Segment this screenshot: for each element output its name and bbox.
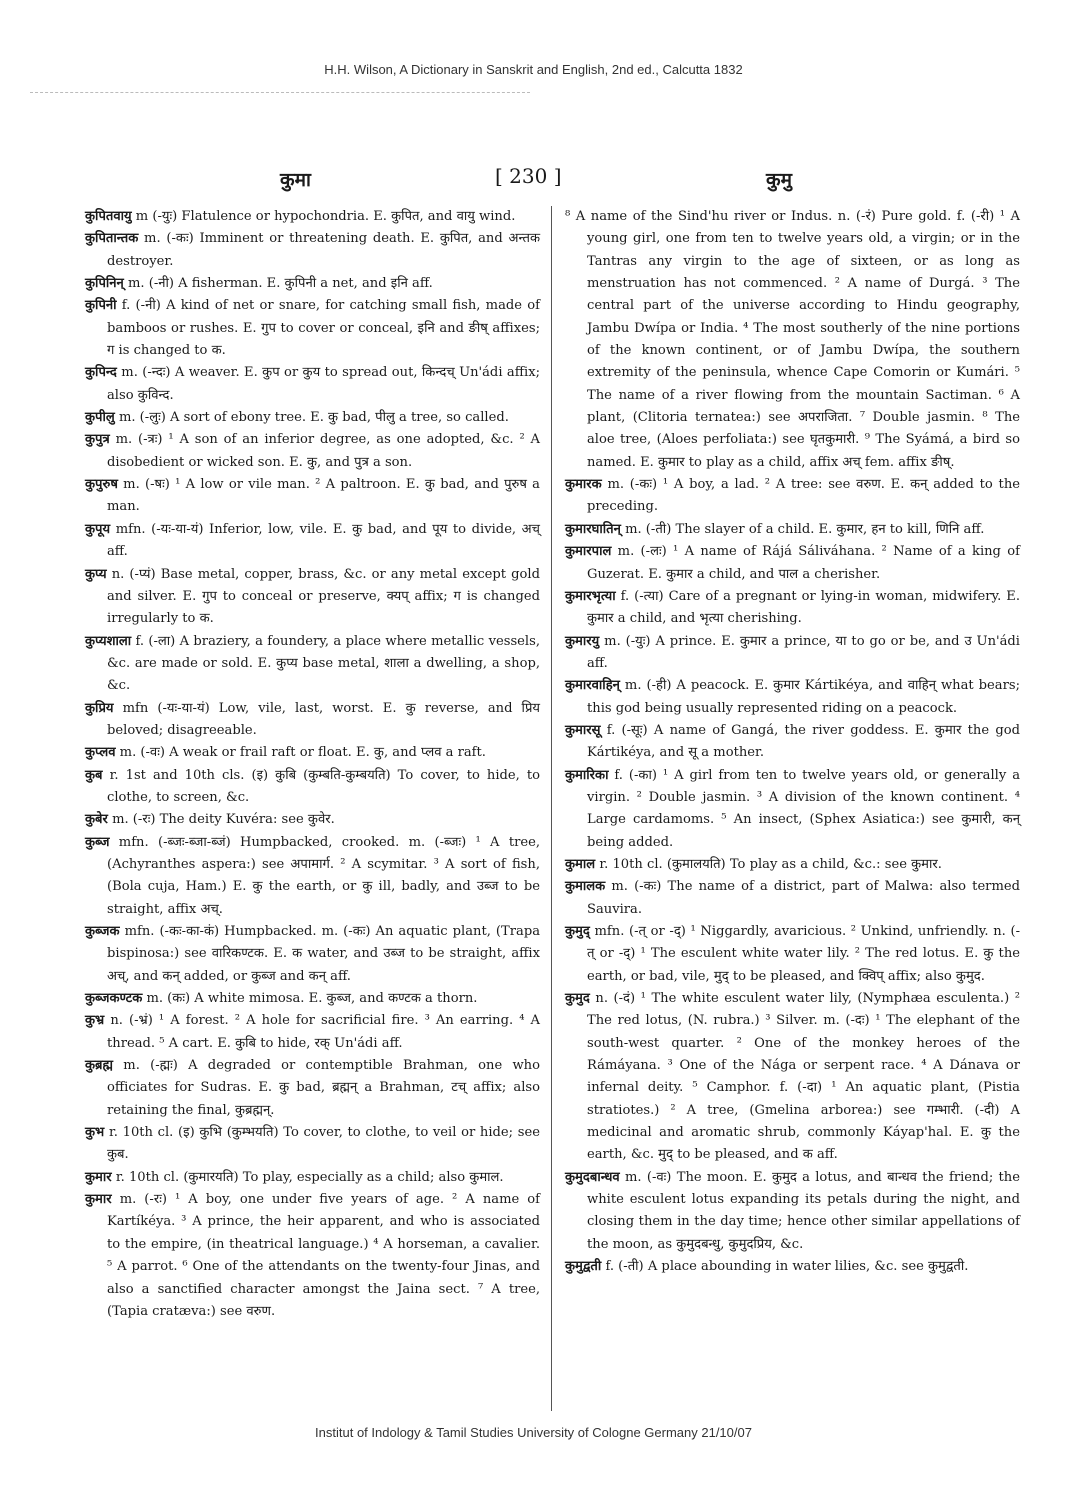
definition: m. (कः) A white mimosa. E. कुब्ज, and कण्टक a thorn. [146, 991, 478, 1007]
definition: ⁸ A name of the Sind'hu river or Indus. n. (-रं) Pure gold. f. (-री) ¹ A young girl, one from ten to twelve years old, a virgin; or in the Tantras any virgin to the age of sixteen, or as long as menstruation has not commenced. ² A name of Durgá. ³ The central part of the universe according to Hindu geography, Jambu Dwípa or India. ⁴ The most southerly of the nine portions of the known continent, or of Jambu Dwípa, the southern extremity of the peninsula, whence Cape Comorin or Kumári. ⁵ The name of a river flowing from the mountain Sactiman. ⁶ A plant, (Clitoria ternatea:) see अपराजिता. ⁷ Double jasmin. ⁸ The aloe tree, (Aloes perfoliata:) see घृतकुमारी. ⁹ The Syámá, a bird so named. E. कुमार to play as a child, affix अच् fem. affix ङीष्. [565, 209, 1020, 470]
dictionary-entry [85, 765, 540, 810]
dictionary-entry [85, 519, 540, 564]
dictionary-entry [565, 206, 1020, 474]
definition: m. (-वः) A weak or frail raft or float. E. कु, and प्लव a raft. [119, 745, 486, 761]
definition: mfn. (-कः-का-कं) Humpbacked. m. (-कः) An aquatic plant, (Trapa bispinosa:) see वारिकण्टक. E. क water, and उब्ज to be straight, affix अच्, and कन् added, or कुब्ज and कन् aff. [107, 924, 541, 984]
definition: m. (-त्रः) ¹ A son of an inferior degree, as one adopted, &c. ² A disobedient or wicked son. E. कु, and पुत्र a son. [107, 432, 540, 470]
definition: m. (-वः) The moon. E. कुमुद a lotus, and बान्धव the friend; the white esculent lotus expanding its petals during the night, and closing them in the day time; hence other similar appellations of the moon, as कुमुदबन्धु, कुमुदप्रिय, &c. [587, 1169, 1020, 1252]
headword: कुप्य [85, 566, 107, 582]
dictionary-entry [565, 1256, 1020, 1278]
headword: कुपिनी [85, 298, 117, 314]
headword: कुमारपाल [565, 544, 612, 560]
page-number: [ 230 ] [495, 164, 562, 188]
headword: कुपितवायु [85, 209, 132, 224]
dictionary-entry [85, 564, 540, 631]
headword: कुपिनिन् [85, 276, 124, 292]
headword: कुब [85, 767, 103, 783]
dictionary-entry [85, 1055, 540, 1122]
definition: f. (-त्या) Care of a pregnant or lying-in woman, midwifery. E. कुमार a child, and भृत्या cherishing. [587, 588, 1020, 627]
dictionary-entry [85, 1189, 540, 1323]
running-head [80, 160, 1010, 194]
definition: m. (-कः) ¹ A boy, a lad. ² A tree: see वरुण. E. कन् added to the preceding. [587, 477, 1020, 515]
dictionary-entry [565, 720, 1020, 765]
headword: कुप्रिय [85, 700, 114, 716]
headword: कुभ [85, 1125, 105, 1141]
definition: r. 10th cl. (कुमालयति) To play as a child, &c.: see कुमार. [599, 856, 942, 872]
dictionary-entry [565, 474, 1020, 519]
definition: m. (-रः) The deity Kuvéra: see कुवेर. [112, 812, 335, 828]
dictionary-entry [85, 832, 540, 921]
headword: कुपीलु [85, 410, 115, 426]
dictionary-entry [565, 1167, 1020, 1256]
definition: m. (-युः) A prince. E. कुमार a prince, या to go or be, and उ Un'ádi aff. [587, 633, 1020, 671]
definition: m. (-कः) Imminent or threatening death. E. कुपित, and अन्तक destroyer. [107, 231, 540, 269]
headword: कुमारयु [565, 633, 600, 649]
definition: m (-युः) Flatulence or hypochondria. E. कुपित, and वायु wind. [135, 209, 516, 224]
left-column [85, 206, 540, 1323]
source-title: H.H. Wilson, A Dictionary in Sanskrit and English, 2nd ed., Calcutta 1832 [324, 62, 743, 77]
headword: कुमारसू [565, 722, 601, 738]
dictionary-entry [85, 1122, 540, 1167]
definition: f. (-ला) A braziery, a foundery, a place where metallic vessels, &c. are made or sold. E. कुप्य base metal, शाला a dwelling, a shop, &c. [107, 633, 540, 694]
headword: कुमालक [565, 879, 606, 895]
headword: कुमारवाहिन् [565, 678, 620, 694]
dictionary-entry [85, 809, 540, 831]
headword: कुमारघातिन् [565, 521, 621, 537]
headword: कुमारभृत्या [565, 588, 616, 604]
dictionary-entry [565, 921, 1020, 988]
dictionary-entry [85, 295, 540, 362]
definition: r. 10th cl. (इ) कुभि (कुम्भयति) To cover, to clothe, to veil or hide; see कुब. [107, 1125, 540, 1163]
definition: f. (-सूः) A name of Gangá, the river goddess. E. कुमार the god Kártikéya, and सू a mother. [587, 722, 1020, 761]
dictionary-entry [85, 474, 540, 519]
dictionary-entry [565, 541, 1020, 586]
dictionary-entry [85, 1167, 540, 1189]
definition: f. (-ती) A place abounding in water lilies, &c. see कुमुद्वती. [605, 1259, 969, 1275]
definition: n. (-भ्रं) ¹ A forest. ² A hole for sacrificial fire. ³ An earring. ⁴ A thread. ⁵ A cart. E. कुबि to hide, रक् Un'ádi aff. [107, 1013, 540, 1051]
definition: mfn. (-यः-या-यं) Inferior, low, vile. E. कु bad, and पूय to divide, अच् aff. [107, 521, 541, 560]
definition: m. (-ही) A peacock. E. कुमार Kártikéya, and वाहिन् what bears; this god being usually represented riding on a peacock. [587, 678, 1020, 716]
dictionary-entry [565, 586, 1020, 631]
definition: m. (-षः) ¹ A low or vile man. ² A paltroon. E. कु bad, and पुरुष a man. [107, 477, 540, 515]
headword: कुपूय [85, 521, 111, 537]
definition: m. (-नी) A fisherman. E. कुपिनी a net, and इनि aff. [127, 276, 433, 292]
headword: कुमारक [565, 477, 602, 493]
headword: कुपितान्तक [85, 231, 139, 247]
headword: कुबेर [85, 812, 108, 828]
headword: कुप्लव [85, 745, 116, 761]
headword: कुमुद्वती [565, 1259, 602, 1275]
dictionary-entry [85, 1010, 540, 1055]
dictionary-entry [85, 273, 540, 295]
dictionary-entry [565, 988, 1020, 1167]
headword: कुमार [85, 1192, 112, 1208]
dictionary-entry [85, 698, 540, 743]
dictionary-entry [565, 854, 1020, 876]
headword: कुमारिका [565, 767, 609, 783]
header-rule [30, 92, 530, 93]
dictionary-entry [85, 228, 540, 273]
headword: कुमुदबान्धव [565, 1169, 620, 1185]
dictionary-entry [565, 519, 1020, 541]
definition: m. (-ती) The slayer of a child. E. कुमार, हन to kill, णिनि aff. [625, 521, 985, 537]
definition: r. 1st and 10th cls. (इ) कुबि (कुम्बति-कुम्बयति) To cover, to hide, to clothe, to screen, &c. [107, 767, 540, 805]
definition: m. (-कः) The name of a district, part of Malwa: also termed Sauvira. [587, 879, 1020, 917]
headword: कुब्रह्म [85, 1058, 114, 1074]
definition: m. (-ह्मः) A degraded or contemptible Brahman, one who officiates for Sudras. E. कु bad, ब्रह्मन् a Brahman, टच् affix; also retaining the final, कुब्रह्मन्. [107, 1058, 540, 1118]
headword: कुब्ज [85, 834, 110, 850]
definition: mfn. (-ब्जः-ब्जा-ब्जं) Humpbacked, crooked. m. (-ब्जः) ¹ A tree, (Achyranthes aspera:) see अपामार्ग. ² A scymitar. ³ A sort of fish, (Bola cuja, Ham.) E. कु the earth, or कु ill, badly, and उब्ज to be straight, affix अच्. [107, 834, 540, 917]
headword: कुमाल [565, 856, 596, 872]
headword: कुमुद [565, 991, 590, 1007]
headword: कुप्यशाला [85, 633, 132, 649]
headword: कुपुत्र [85, 432, 110, 448]
definition: m. (-लः) ¹ A name of Rájá Sáliváhana. ² Name of a king of Guzerat. E. कुमार a child, and पाल a cherisher. [587, 544, 1020, 582]
dictionary-entry [85, 921, 540, 988]
dictionary-entry [85, 362, 540, 407]
dictionary-entry [565, 765, 1020, 854]
dictionary-entry [85, 988, 540, 1010]
definition: n. (-दं) ¹ The white esculent water lily, (Nymphæa esculenta.) ² The red lotus, (N. rubra.) ³ Silver. m. (-दः) ¹ The elephant of the south-west quarter. ² One of the monkey heroes of the Rámáyana. ³ One of the Nága or serpent race. ⁴ A Dánava or infernal deity. ⁵ Camphor. f. (-दा) ¹ An aquatic plant, (Pistia stratiotes.) ² A tree, (Gmelina arborea:) see गम्भारी. (-दी) A medicinal and aromatic shrub, commonly Káyap'hal. E. कु the earth, &c. मुद् to be pleased, and क aff. [587, 991, 1020, 1163]
headword: कुब्जक [85, 924, 120, 939]
dictionary-entry [85, 407, 540, 429]
headword: कुमार [85, 1169, 112, 1185]
definition: m. (-रः) ¹ A boy, one under five years of age. ² A name of Kartíkéya. ³ A prince, the heir apparent, and who is associated to the empire, (in theatrical language.) ⁴ A horseman, a cavalier. ⁵ A parrot. ⁶ One of the attendants on the twenty-four Jinas, and also a sanctified character amongst the Jaina sect. ⁷ A tree, (Tapia cratæva:) see वरुण. [107, 1192, 540, 1319]
dictionary-entry [565, 876, 1020, 921]
dictionary-entry [85, 429, 540, 474]
footer-credit: Institut of Indology & Tamil Studies University of Cologne Germany 21/10/07 [315, 1425, 752, 1440]
headword: कुमुद् [565, 924, 590, 939]
dictionary-entry [85, 631, 540, 698]
dictionary-entry [85, 742, 540, 764]
definition: mfn (-यः-या-यं) Low, vile, last, worst. E. कु reverse, and प्रिय beloved; disagreeable. [107, 700, 540, 738]
definition: m. (-न्दः) A weaver. E. कुप or कुय to spread out, किन्दच् Un'ádi affix; also कुविन्द. [107, 365, 540, 403]
right-column [565, 206, 1020, 1279]
headword: कुभ्र [85, 1013, 105, 1029]
headword: कुब्जकण्टक [85, 991, 143, 1007]
headword: कुपिन्द [85, 365, 117, 381]
headword: कुपुरुष [85, 477, 118, 493]
definition: n. (-प्यं) Base metal, copper, brass, &c. or any metal except gold and silver. E. गुप to conceal or preserve, क्यप् affix; ग is changed irregularly to क. [107, 566, 540, 627]
column-divider [551, 206, 552, 1411]
dictionary-entry [565, 675, 1020, 720]
dictionary-entry [85, 206, 540, 228]
running-head-left: कुमा [280, 169, 311, 191]
definition: f. (-का) ¹ A girl from ten to twelve years old, or generally a virgin. ² Double jasmin. ³ A division of the known continent. ⁴ Large cardamoms. ⁵ An insect, (Sphex Asiatica:) see कुमारी, कन् being added. [587, 767, 1020, 850]
definition: f. (-नी) A kind of net or snare, for catching small fish, made of bamboos or rushes. E. गुप to cover or conceal, इनि and ङीष् affixes; ग is changed to क. [107, 298, 540, 359]
definition: m. (-लुः) A sort of ebony tree. E. कु bad, पीलु a tree, so called. [118, 410, 509, 426]
running-head-right: कुमु [766, 169, 792, 191]
dictionary-entry [565, 631, 1020, 676]
definition: mfn. (-त् or -द्) ¹ Niggardly, avaricious. ² Unkind, unfriendly. n. (-त् or -द्) ¹ The esculent white water lily. ² The red lotus. E. कु the earth, or bad, vile, मुद् to be pleased, and क्विप् affix; also कुमुद. [587, 924, 1020, 984]
definition: r. 10th cl. (कुमारयति) To play, especially as a child; also कुमाल. [115, 1169, 504, 1185]
